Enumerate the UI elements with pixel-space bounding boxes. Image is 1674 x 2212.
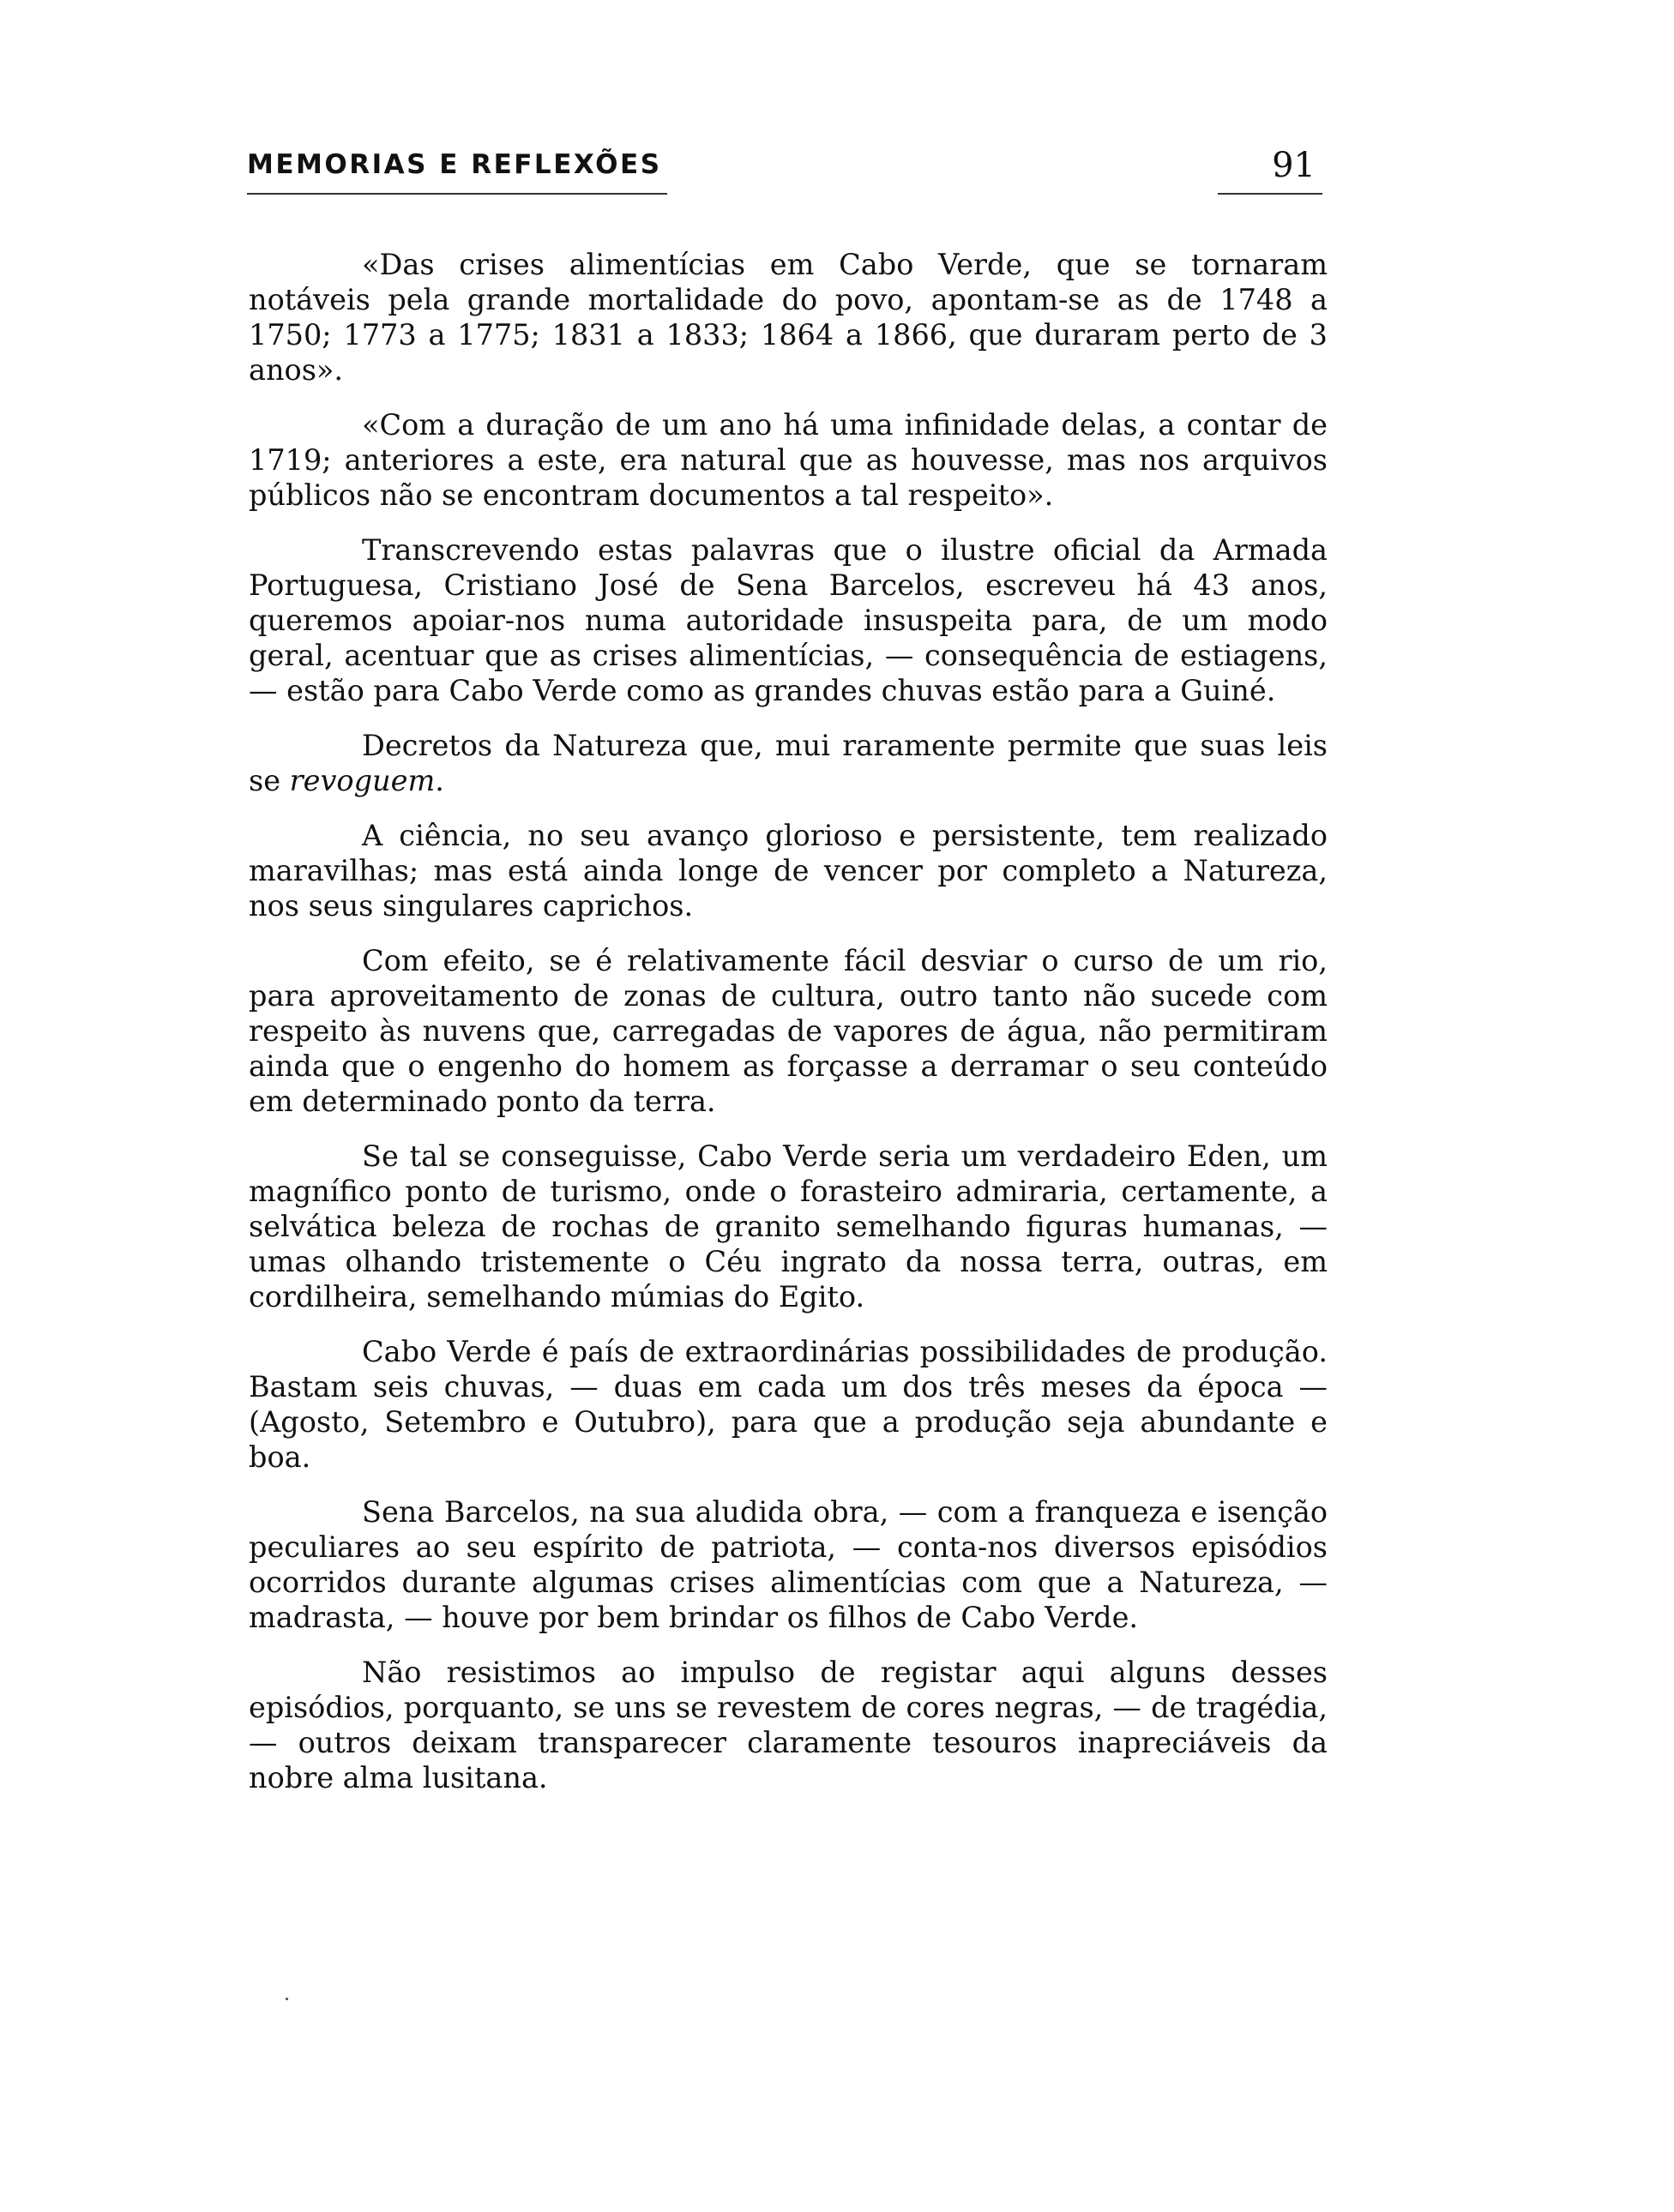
paragraph-6: Com efeito, se é relativamente fácil desviar o curso de um rio, para aproveitamento de zonas de cultura, outro tanto não sucede com respeito às nuvens que, carregadas de vapores de água, não permitiram ainda que o engenho do homem as forçasse a derramar o seu conteúdo em determinado ponto da terra. bbox=[249, 944, 1328, 1118]
paragraph-8: Cabo Verde é país de extraordinárias possibilidades de produção. Bastam seis chuvas, — duas em cada um dos três meses da época — (Agosto, Setembro e Outubro), para que a produção seja abundante e boa. bbox=[249, 1335, 1328, 1474]
paragraph-4-text: Decretos da Natureza que, mui raramente permite que suas leis se bbox=[249, 729, 1328, 797]
body-text bbox=[249, 247, 1328, 1815]
page-number-rule bbox=[1218, 193, 1322, 195]
running-header bbox=[247, 146, 1322, 197]
paragraph-1: «Das crises alimentícias em Cabo Verde, que se tornaram notáveis pela grande mortalidade do povo, apontam-se as de 1748 a 1750; 1773 a 1775; 1831 a 1833; 1864 a 1866, que duraram perto de 3 anos». bbox=[249, 248, 1328, 387]
paragraph-10: Não resistimos ao impulso de registar aqui alguns desses episódios, porquanto, se uns se revestem de cores negras, — de tragédia, — outros deixam transparecer claramente tesouros inapreciáveis da nobre alma lusitana. bbox=[249, 1656, 1328, 1794]
paragraph-5: A ciência, no seu avanço glorioso e persistente, tem realizado maravilhas; mas está ainda longe de vencer por completo a Natureza, nos seus singulares caprichos. bbox=[249, 819, 1328, 923]
stray-ink-mark bbox=[286, 1998, 288, 2000]
paragraph-4 bbox=[249, 728, 1328, 798]
page-number: 91 bbox=[1272, 146, 1316, 185]
paragraph-7: Se tal se conseguisse, Cabo Verde seria um verdadeiro Eden, um magnífico ponto de turismo, onde o forasteiro admiraria, certamente, a selvática beleza de rochas de granito semelhando figuras humanas, — umas olhando tristemente o Céu ingrato da nossa terra, outras, em cordilheira, semelhando múmias do Egito. bbox=[249, 1139, 1328, 1313]
paragraph-3: Transcrevendo estas palavras que o ilustre oficial da Armada Portuguesa, Cristiano José de Sena Barcelos, escreveu há 43 anos, queremos apoiar-nos numa autoridade insuspeita para, de um modo geral, acentuar que as crises alimentícias, — consequência de estiagens, — estão para Cabo Verde como as grandes chuvas estão para a Guiné. bbox=[249, 533, 1328, 707]
paragraph-2: «Com a duração de um ano há uma infinidade delas, a contar de 1719; anteriores a este, era natural que as houvesse, mas nos arquivos públicos não se encontram documentos a tal respeito». bbox=[249, 408, 1328, 512]
header-rule bbox=[247, 193, 667, 195]
emphasized-word: revoguem bbox=[289, 764, 436, 797]
paragraph-9: Sena Barcelos, na sua aludida obra, — com a franqueza e isenção peculiares ao seu espírito de patriota, — conta-nos diversos episódios ocorridos durante algumas crises alimentícias com que a Natureza, — madrasta, — houve por bem brindar os filhos de Cabo Verde. bbox=[249, 1495, 1328, 1634]
running-title: MEMORIAS E REFLEXÕES bbox=[247, 149, 662, 180]
paragraph-4-end: . bbox=[435, 764, 444, 797]
